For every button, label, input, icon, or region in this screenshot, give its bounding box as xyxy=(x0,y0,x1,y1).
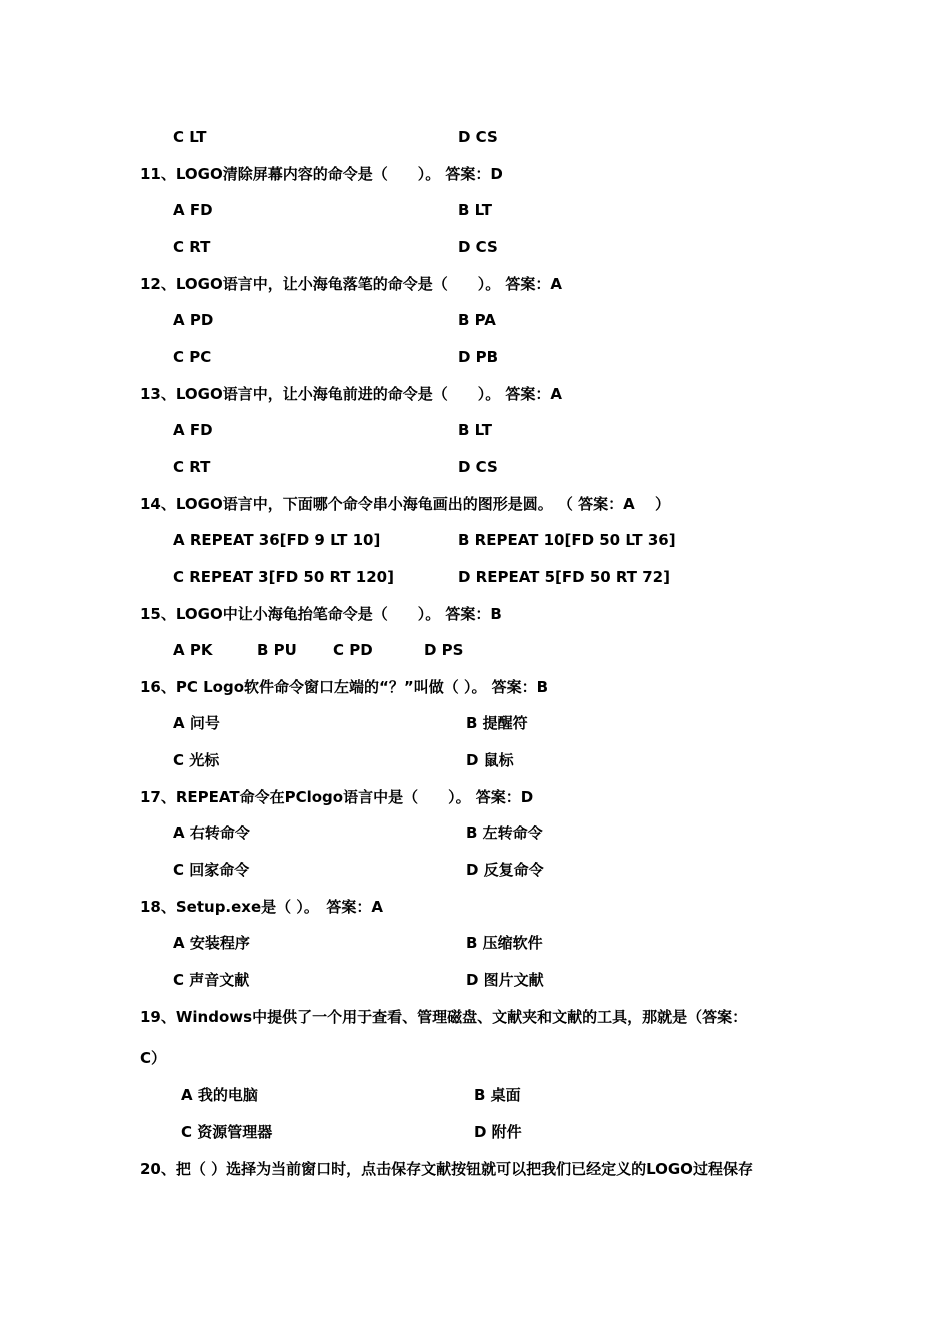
q17-option-c: C 回家命令 xyxy=(173,861,250,879)
q20-question: 20、把（ ）选择为当前窗口时，点击保存文献按钮就可以把我们已经定义的LOGO过程保存 xyxy=(140,1160,753,1178)
q15-option-c: C PD xyxy=(333,641,373,659)
q15-option-b: B PU xyxy=(257,641,297,659)
q12-option-c: C PC xyxy=(173,348,212,366)
q15-option-d: D PS xyxy=(424,641,464,659)
q13-option-b: B LT xyxy=(458,421,492,439)
q13-option-a: A FD xyxy=(173,421,213,439)
q14-option-c: C REPEAT 3[FD 50 RT 120] xyxy=(173,568,394,586)
q18-option-c: C 声音文献 xyxy=(173,971,250,989)
q19-question: 19、Windows中提供了一个用于查看、管理磁盘、文献夹和文献的工具，那就是（答案： xyxy=(140,1008,748,1026)
q15-question: 15、LOGO中让小海龟抬笔命令是（ ）。 答案：B xyxy=(140,605,502,623)
q18-option-b: B 压缩软件 xyxy=(466,934,543,952)
q18-question: 18、Setup.exe是（ ）。 答案：A xyxy=(140,898,383,916)
q17-question: 17、REPEAT命令在PClogo语言中是（ ）。 答案：D xyxy=(140,788,534,806)
q19-option-a: A 我的电脑 xyxy=(181,1086,258,1104)
q14-question: 14、LOGO语言中，下面哪个命令串小海龟画出的图形是圆。 （ 答案：A ） xyxy=(140,495,670,513)
q19-option-c: C 资源管理器 xyxy=(181,1123,273,1141)
q14-option-d: D REPEAT 5[FD 50 RT 72] xyxy=(458,568,670,586)
q17-option-d: D 反复命令 xyxy=(466,861,544,879)
q16-option-a: A 问号 xyxy=(173,714,220,732)
q18-option-d: D 图片文献 xyxy=(466,971,544,989)
q16-option-b: B 提醒符 xyxy=(466,714,528,732)
q11-question: 11、LOGO清除屏幕内容的命令是（ ）。 答案：D xyxy=(140,165,503,183)
q11-option-b: B LT xyxy=(458,201,492,219)
q14-option-b: B REPEAT 10[FD 50 LT 36] xyxy=(458,531,676,549)
q12-option-a: A PD xyxy=(173,311,214,329)
q13-option-c: C RT xyxy=(173,458,211,476)
q16-option-d: D 鼠标 xyxy=(466,751,514,769)
q10-option-c: C LT xyxy=(173,128,207,146)
q19-option-d: D 附件 xyxy=(474,1123,522,1141)
q11-option-a: A FD xyxy=(173,201,213,219)
q10-option-d: D CS xyxy=(458,128,498,146)
q12-option-b: B PA xyxy=(458,311,496,329)
q11-option-c: C RT xyxy=(173,238,211,256)
q16-question: 16、PC Logo软件命令窗口左端的“？”叫做（ ）。 答案：B xyxy=(140,678,549,696)
q14-option-a: A REPEAT 36[FD 9 LT 10] xyxy=(173,531,381,549)
q15-option-a: A PK xyxy=(173,641,213,659)
q12-question: 12、LOGO语言中，让小海龟落笔的命令是（ ）。 答案：A xyxy=(140,275,563,293)
q17-option-b: B 左转命令 xyxy=(466,824,543,842)
q12-option-d: D PB xyxy=(458,348,499,366)
q13-option-d: D CS xyxy=(458,458,498,476)
q13-question: 13、LOGO语言中，让小海龟前进的命令是（ ）。 答案：A xyxy=(140,385,563,403)
q19-question-continued: C） xyxy=(140,1049,167,1067)
q18-option-a: A 安装程序 xyxy=(173,934,250,952)
q17-option-a: A 右转命令 xyxy=(173,824,250,842)
q11-option-d: D CS xyxy=(458,238,498,256)
q16-option-c: C 光标 xyxy=(173,751,220,769)
q19-option-b: B 桌面 xyxy=(474,1086,521,1104)
